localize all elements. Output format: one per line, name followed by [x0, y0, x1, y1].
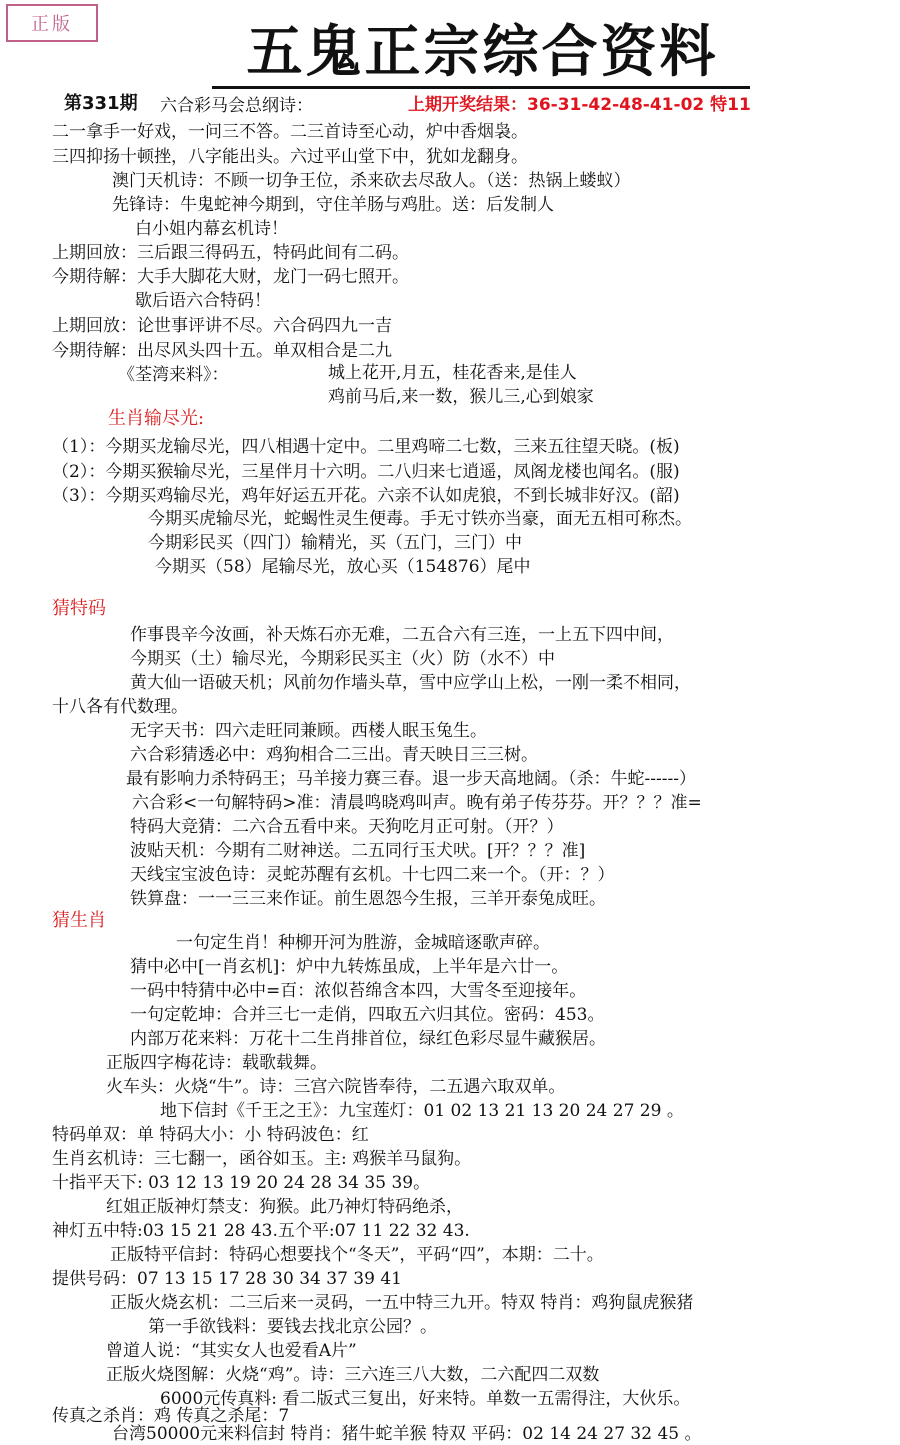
text-line: 黄大仙一语破天机；风前勿作墙头草，雪中应学山上松，一刚一柔不相同， [130, 673, 691, 693]
text-line: 鸡前马后,来一数，猴儿三,心到娘家 [328, 387, 594, 407]
title-underline [212, 86, 750, 89]
text-line: 火车头：火烧“牛”。诗：三宫六院皆奉待，二五遇六取双单。 [106, 1077, 566, 1097]
text-line: 今期待解：出尽风头四十五。单双相合是二九 [52, 341, 392, 361]
text-line: 提供号码：07 13 15 17 28 30 34 37 39 41 [52, 1269, 402, 1289]
text-line: 第一手欲钱料：要钱去找北京公园？。 [148, 1317, 437, 1337]
text-line: 今期彩民买（四门）输精光，买（五门，三门）中 [148, 533, 522, 553]
text-line: 《荃湾来料》： [118, 365, 229, 385]
text-line: 今期买（58）尾输尽光，放心买（154876）尾中 [155, 557, 531, 577]
section-heading-guess-tema: 猜特码 [52, 598, 106, 619]
text-line: 今期待解：大手大脚花大财，龙门一码七照开。 [52, 267, 409, 287]
page-title: 五鬼正宗综合资料 [246, 20, 719, 85]
issue-number: 第331期 [64, 93, 138, 114]
text-line: 6000元传真料: 看二版式三复出，好来特。单数一五需得注，大伙乐。 [160, 1389, 691, 1409]
text-line: 正版火烧玄机：二三后来一灵码，一五中特三九开。特双 特肖：鸡狗鼠虎猴猪 [110, 1293, 694, 1313]
text-line: 特码单双：单 特码大小：小 特码波色：红 [52, 1125, 369, 1145]
text-line: 天线宝宝波色诗：灵蛇苏醒有玄机。十七四二来一个。（开：？） [130, 865, 615, 885]
text-line: 一句定生肖！种柳开河为胜游，金城暗逐歌声碎。 [176, 933, 550, 953]
text-line: 波贴天机：今期有二财神送。二五同行玉犬吠。[开？？？准] [130, 841, 586, 861]
text-line: （3）：今期买鸡输尽光，鸡年好运五开花。六亲不认如虎狼，不到长城非好汉。(韶) [52, 486, 680, 506]
text-line: 地下信封《千王之王》：九宝莲灯：01 02 13 21 13 20 24 27 29 。 [160, 1101, 684, 1121]
text-line: 最有影响力杀特码王；马羊接力赛三春。退一步天高地阔。（杀：牛蛇------） [126, 769, 696, 789]
text-line: 上期回放：三后跟三得码五，特码此间有二码。 [52, 243, 409, 263]
text-line: 今期买虎输尽光，蛇蝎性灵生便毒。手无寸铁亦当豪，面无五相可称杰。 [148, 509, 692, 529]
text-line: 上期回放：论世事评讲不尽。六合码四九一吉 [52, 316, 392, 336]
last-result: 上期开奖结果：36-31-42-48-41-02 特11 [408, 95, 751, 115]
text-line: 白小姐内幕玄机诗！ [135, 219, 288, 239]
text-line: 正版四字梅花诗：载歌载舞。 [106, 1053, 327, 1073]
text-line: 今期买（土）输尽光，今期彩民买主（火）防（水不）中 [130, 649, 555, 669]
text-line: 铁算盘：一一三三来作证。前生恩怨今生报，三羊开泰兔成旺。 [130, 889, 606, 909]
text-line: 曾道人说：“其实女人也爱看A片” [106, 1341, 357, 1361]
text-line: 城上花开,月五，桂花香来,是佳人 [328, 363, 577, 383]
text-line: 台湾50000元来料信封 特肖：猪牛蛇羊猴 特双 平码：02 14 24 27 32 45 。 [112, 1424, 702, 1444]
text-line: 一句定乾坤：合并三七一走俏，四取五六归其位。密码：453。 [130, 1005, 605, 1025]
text-line: 先锋诗：牛鬼蛇神今期到，守住羊肠与鸡肚。送：后发制人 [112, 195, 554, 215]
text-line: 澳门天机诗：不顾一切争王位，杀来砍去尽敌人。（送：热锅上蝼蚁） [112, 171, 631, 191]
text-line: 正版特平信封：特码心想要找个“冬天”，平码“四”，本期：二十。 [110, 1245, 604, 1265]
text-line: 作事畏辛今汝画，补天炼石亦无难，二五合六有三连，一上五下四中间， [130, 625, 674, 645]
section-heading-guess-shengxiao: 猜生肖 [52, 910, 106, 931]
text-line: 传真之杀肖：鸡 传真之杀尾：7 [52, 1406, 290, 1426]
text-line: 内部万花来料：万花十二生肖排首位，绿红色彩尽显牛藏猴居。 [130, 1029, 606, 1049]
text-line: 十八各有代数理。 [52, 697, 188, 717]
text-line: （1）：今期买龙输尽光，四八相遇十定中。二里鸡啼二七数，三来五往望天晓。(板) [52, 437, 680, 457]
section-heading-shengxiao-lose: 生肖输尽光: [108, 408, 205, 429]
text-line: 六合彩马会总纲诗： [160, 96, 313, 116]
text-line: 六合彩<一句解特码>准：清晨鸣晓鸡叫声。晚有弟子传芬芬。开？？？准= [132, 793, 702, 813]
edition-badge: 正版 [6, 4, 98, 42]
text-line: 三四抑扬十顿挫，八字能出头。六过平山堂下中，犹如龙翻身。 [52, 147, 528, 167]
text-line: 红姐正版神灯禁支：狗猴。此乃神灯特码绝杀， [106, 1197, 463, 1217]
text-line: 十指平天下: 03 12 13 19 20 24 28 34 35 39。 [52, 1173, 431, 1193]
text-line: （2）：今期买猴输尽光，三星伴月十六明。二八归来七逍遥，凤阁龙楼也闻名。(服) [52, 462, 680, 482]
text-line: 特码大竞猜：二六合五看中来。天狗吃月正可射。（开？） [130, 817, 564, 837]
text-line: 一码中特猜中必中=百：浓似苔绵含本四，大雪冬至迎接年。 [130, 981, 587, 1001]
text-line: 歇后语六合特码！ [135, 291, 271, 311]
text-line: 猜中必中[一肖玄机]：炉中九转炼虽成，上半年是六廿一。 [130, 957, 569, 977]
text-line: 神灯五中特:03 15 21 28 43.五个平:07 11 22 32 43. [52, 1221, 470, 1241]
text-line: 正版火烧图解：火烧“鸡”。诗：三六连三八大数，二六配四二双数 [106, 1365, 600, 1385]
text-line: 无字天书：四六走旺同兼顾。西楼人眠玉兔生。 [130, 721, 487, 741]
text-line: 生肖玄机诗：三七翻一，函谷如玉。主: 鸡猴羊马鼠狗。 [52, 1149, 472, 1169]
text-line: 二一拿手一好戏，一问三不答。二三首诗至心动，炉中香烟袅。 [52, 122, 528, 142]
text-line: 六合彩猜透必中：鸡狗相合二三出。青天映日三三树。 [130, 745, 538, 765]
